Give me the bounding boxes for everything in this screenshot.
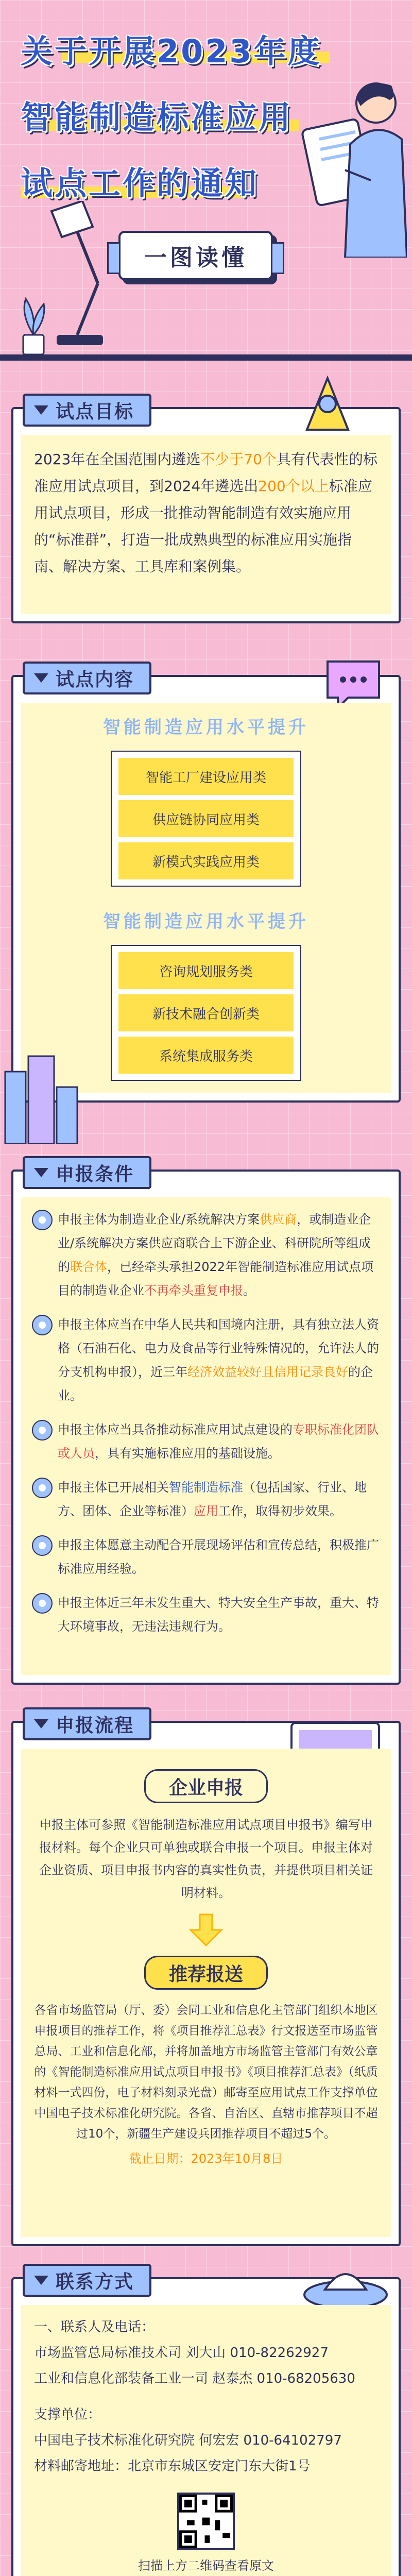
deadline: 截止日期：2023年10月8日: [129, 2151, 283, 2166]
content-item: 新技术融合创新类: [118, 994, 294, 1031]
condition-highlight: 联合体: [70, 1260, 107, 1274]
condition-fragment: 申报主体为制造业企业/系统解决方案: [58, 1212, 260, 1227]
condition-highlight: 专职标准化团队或人员: [58, 1422, 379, 1461]
arrow-down-icon: [185, 1909, 227, 1951]
condition-highlight: 供应商: [260, 1212, 297, 1227]
condition-fragment: （包括国家、行业、地方、团体、企业等标准）: [58, 1480, 367, 1518]
condition-text: [58, 1591, 380, 1638]
page-title-line-2: 智能制造标准应用: [21, 98, 293, 136]
conditions-card-header: [23, 1156, 151, 1189]
content-item: 咨询规划服务类: [118, 952, 294, 989]
qr-code-icon: [179, 2495, 233, 2548]
content-group-2: [111, 945, 301, 1081]
content-section-title: 智能制造应用水平提升: [103, 911, 309, 932]
desk-divider: [0, 354, 412, 361]
condition-highlight: 不再牵头重复申报: [144, 1283, 243, 1298]
condition-text: [58, 1208, 380, 1302]
bullet-icon: [32, 1420, 53, 1440]
condition-fragment: ，具有实施标准应用的基础设施。: [95, 1446, 280, 1461]
condition-text: [58, 1476, 380, 1523]
goal-card-header: [23, 394, 151, 427]
contact-card: [11, 2271, 401, 2576]
content-card: [11, 669, 401, 1103]
header-section: [0, 0, 412, 392]
triangle-icon: [34, 2276, 48, 2285]
condition-item: [32, 1476, 380, 1523]
bullet-icon: [32, 1315, 53, 1335]
goal-text: 具有代表性的标准应用试点项目，到2024年遴选出: [34, 451, 377, 495]
triangle-icon: [34, 405, 48, 415]
process-card-header: [23, 1707, 151, 1740]
condition-fragment: 申报主体近三年未发生重大、特大安全生产事故，重大、特大环境事故，无违法违规行为。: [58, 1596, 379, 1634]
goal-heading: 试点目标: [56, 401, 134, 422]
condition-fragment: 申报主体愿意主动配合开展现场评估和宣传总结，积极推广标准应用经验。: [58, 1538, 379, 1576]
condition-item: [32, 1533, 380, 1581]
rocket-illustration: [291, 368, 364, 435]
process-heading: 申报流程: [56, 1715, 134, 1736]
contact-line: 工业和信息化部装备工业一司 赵泰杰 010-68205630: [34, 2371, 355, 2386]
qr-caption: 扫描上方二维码查看原文: [138, 2558, 274, 2573]
condition-highlight: 应用: [194, 1504, 218, 1518]
condition-fragment: 。: [243, 1283, 255, 1298]
page-title-line-3: 试点工作的通知: [21, 164, 259, 202]
contact-line: 市场监管总局标准技术司 刘大山 010-82262927: [34, 2345, 329, 2361]
conditions-heading: 申报条件: [56, 1163, 134, 1185]
condition-item: [32, 1313, 380, 1408]
reader-illustration: [288, 62, 407, 258]
goal-paragraph: [34, 446, 378, 580]
contact-body: [21, 2305, 391, 2576]
contact-intro: 一、联系人及电话：: [34, 2319, 155, 2335]
page-title-line-1: 关于开展2023年度: [21, 32, 322, 70]
triangle-icon: [34, 673, 48, 683]
step-1-label: 企业申报: [144, 1769, 268, 1803]
step-2-label: 推荐报送: [144, 1956, 268, 1990]
condition-item: [32, 1208, 380, 1302]
contact-card-header: [23, 2264, 151, 2297]
read-tag: [118, 231, 273, 280]
goal-text: 2023年在全国范围内遴选: [34, 451, 201, 468]
bullet-icon: [32, 1593, 53, 1614]
condition-text: [58, 1418, 380, 1465]
condition-highlight: 智能制造标准: [169, 1480, 243, 1495]
goal-card: [11, 401, 401, 623]
goal-text: 标准应用试点项目，形成一批推动智能制造有效实施应用的“标准群”，打造一批成熟典型的标准应用实施指南、解决方案、工具库和案例集。: [34, 478, 372, 575]
condition-fragment: 工作，取得初步效果。: [218, 1504, 342, 1518]
condition-fragment: ，或制造业企业/系统解决方案供应商联合上下游企业、科研院所等组成的: [58, 1212, 371, 1274]
support-line: 中国电子技术标准化研究院 何宏宏 010-64102797: [34, 2433, 342, 2448]
condition-fragment: 的企业。: [58, 1365, 373, 1403]
condition-text: [58, 1313, 380, 1408]
condition-item: [32, 1591, 380, 1638]
condition-highlight: 经济效益较好且信用记录良好: [187, 1365, 348, 1379]
content-section-title: 智能制造应用水平提升: [103, 717, 309, 738]
support-line: 材料邮寄地址：北京市东城区安定门东大街1号: [34, 2459, 311, 2474]
triangle-icon: [34, 1719, 48, 1728]
content-item: 系统集成服务类: [118, 1037, 294, 1074]
contact-heading: 联系方式: [56, 2271, 134, 2293]
conditions-card: [11, 1163, 401, 1685]
condition-text: [58, 1533, 380, 1581]
condition-fragment: 申报主体已开展相关: [58, 1480, 169, 1495]
step-1-text: 申报主体可参照《智能制造标准应用试点项目申报书》编写申报材料。每个企业只可单独或联合申报一个项目。申报主体对企业资质、项目申报书内容的真实性负责，并提供项目相关证明材料。: [39, 1818, 373, 1900]
bullet-icon: [32, 1478, 53, 1498]
bullet-icon: [32, 1535, 53, 1556]
bullet-icon: [32, 1210, 53, 1230]
content-item: 供应链协同应用类: [118, 800, 294, 837]
goal-highlight: 不少于70个: [200, 451, 277, 468]
conditions-body: [21, 1197, 391, 1675]
content-item: 智能工厂建设应用类: [118, 758, 294, 795]
read-tag-label: 一图读懂: [144, 245, 247, 271]
content-body: [21, 703, 391, 1093]
condition-fragment: 申报主体应当在中华人民共和国境内注册，具有独立法人资格（石油石化、电力及食品等行业特殊情况的，允许法人的分支机构申报），近三年: [58, 1317, 379, 1379]
triangle-icon: [34, 1168, 48, 1177]
condition-item: [32, 1418, 380, 1465]
skyline-illustration: [0, 1051, 82, 1144]
condition-fragment: 申报主体应当具备推动标准应用试点建设的: [58, 1422, 293, 1437]
process-card: [11, 1715, 401, 2246]
content-group-1: [111, 751, 301, 887]
step-2-text: 各省市场监管局（厅、委）会同工业和信息化主管部门组织本地区申报项目的推荐工作，将《项目推荐汇总表》行文报送至市场监管总局、工业和信息化部，并将加盖地方市场监管主管部门有效公章的《智能制造标准应用试点项目申报书》《项目推荐汇总表》（纸质材料一式四份，电子材料刻录光盘）邮寄至应用试点工作支撑单位中国电子技术标准化研究院。各省、自治区、直辖市推荐项目不超过10个，新疆生产建设兵团推荐项目不超过5个。: [34, 2004, 378, 2141]
goal-body: [21, 435, 391, 614]
support-title: 支撑单位：: [34, 2407, 101, 2422]
condition-fragment: ，已经牵头承担2022年智能制造标准应用试点项目的制造业企业: [58, 1260, 374, 1298]
content-heading: 试点内容: [56, 669, 134, 690]
desk-lamp-illustration: [46, 201, 118, 355]
process-body: [21, 1749, 391, 2237]
goal-highlight: 200个以上: [258, 478, 329, 495]
content-card-header: [23, 662, 151, 694]
content-item: 新模式实践应用类: [118, 842, 294, 879]
plant-illustration: [15, 289, 52, 355]
qr-code[interactable]: [177, 2493, 235, 2550]
